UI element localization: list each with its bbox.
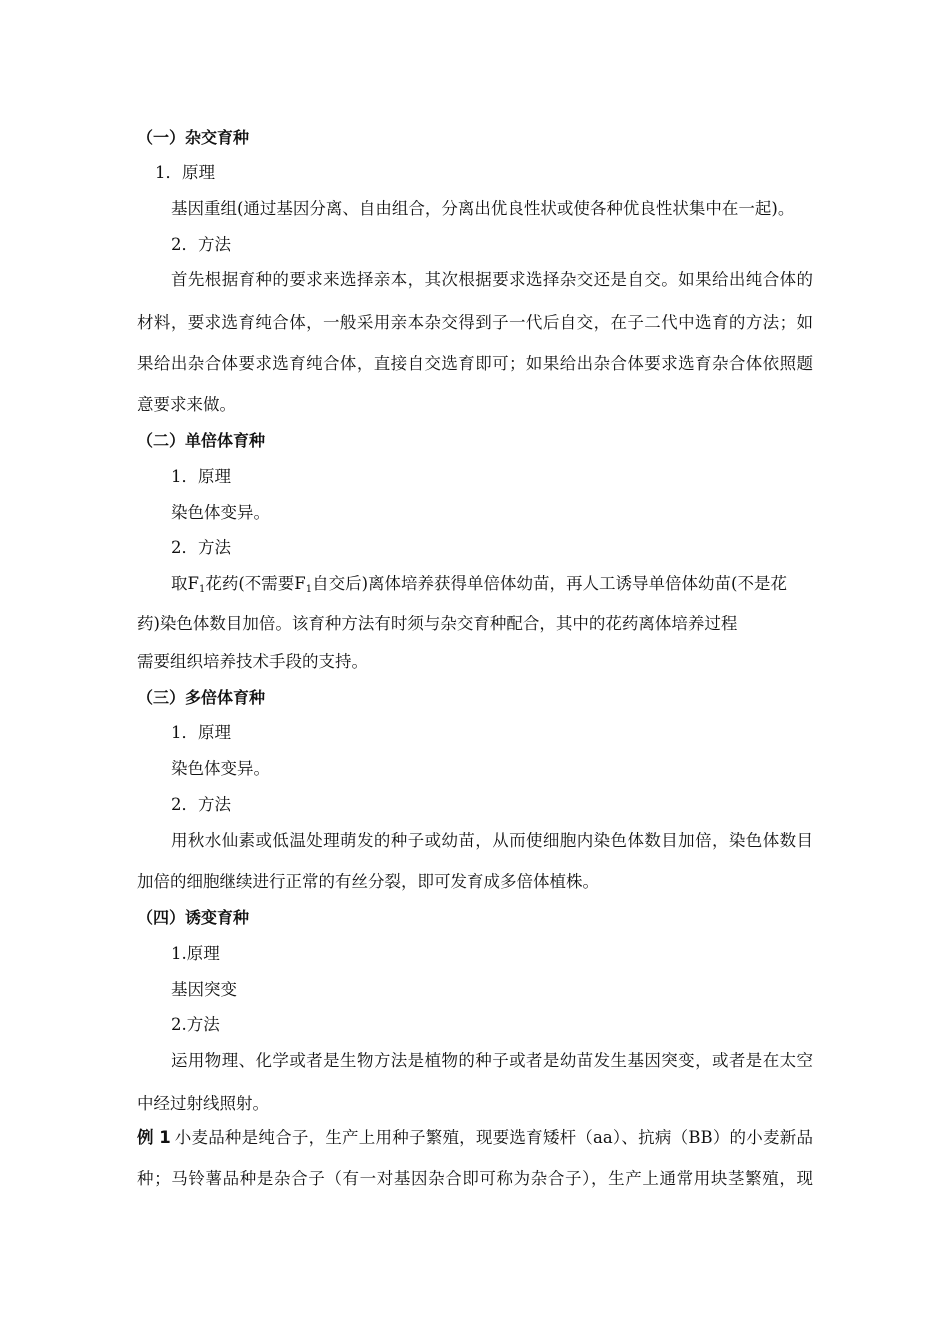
section-heading-2: （二）单倍体育种 — [137, 431, 266, 450]
method-line-3-2: 加倍的细胞继续进行正常的有丝分裂，即可发育成多倍体植株。 — [137, 872, 599, 891]
method-line-1-3: 果给出杂合体要求选育纯合体，直接自交选育即可；如果给出杂合体要求选育杂合体依照题 — [137, 354, 813, 373]
principle-text-4: 基因突变 — [171, 980, 237, 999]
principle-text-3: 染色体变异。 — [171, 759, 270, 778]
method-label-3: 2．方法 — [171, 795, 231, 814]
method-label-4: 2.方法 — [171, 1015, 220, 1034]
section-heading-1: （一）杂交育种 — [137, 128, 250, 147]
method-line-1-1: 首先根据育种的要求来选择亲本，其次根据要求选择杂交还是自交。如果给出纯合体的 — [171, 270, 813, 289]
principle-label-3: 1．原理 — [171, 723, 231, 742]
section-heading-4: （四）诱变育种 — [137, 908, 250, 927]
method-line-4-1: 运用物理、化学或者是生物方法是植物的种子或者是幼苗发生基因突变，或者是在太空 — [171, 1051, 813, 1070]
method-line-2-1: 取$F_1$花药(不需要$F_1$自交后)离体培养获得单倍体幼苗，再人工诱导单倍体幼苗(不是花 — [171, 574, 787, 595]
method-line-2-3: 需要组织培养技术手段的支持。 — [137, 652, 368, 671]
example-line-1 — [137, 1128, 813, 1148]
principle-label-2: 1．原理 — [171, 467, 231, 486]
principle-label-1: 1．原理 — [155, 163, 215, 182]
example-line-2: 种；马铃薯品种是杂合子（有一对基因杂合即可称为杂合子），生产上通常用块茎繁殖，现 — [137, 1169, 813, 1188]
method-label-1: 2．方法 — [171, 235, 231, 254]
section-heading-3: （三）多倍体育种 — [137, 688, 266, 707]
method-label-2: 2．方法 — [171, 538, 231, 557]
principle-label-4: 1.原理 — [171, 944, 220, 963]
method-line-2-2: 药)染色体数目加倍。该育种方法有时须与杂交育种配合，其中的花药离体培养过程 — [137, 614, 738, 633]
method-line-4-2: 中经过射线照射。 — [137, 1094, 269, 1113]
method-line-3-1: 用秋水仙素或低温处理萌发的种子或幼苗，从而使细胞内染色体数目加倍，染色体数目 — [171, 831, 813, 850]
principle-text-1: 基因重组(通过基因分离、自由组合，分离出优良性状或使各种优良性状集中在一起)。 — [171, 199, 795, 218]
example-label: 例 1 — [137, 1128, 171, 1147]
principle-text-2: 染色体变异。 — [171, 503, 270, 522]
method-line-1-4: 意要求来做。 — [137, 395, 236, 414]
example-text-1: 小麦品种是纯合子，生产上用种子繁殖，现要选育矮杆（aa）、抗病（BB）的小麦新品 — [174, 1128, 813, 1147]
method-line-1-2: 材料，要求选育纯合体，一般采用亲本杂交得到子一代后自交，在子二代中选育的方法；如 — [137, 313, 813, 332]
